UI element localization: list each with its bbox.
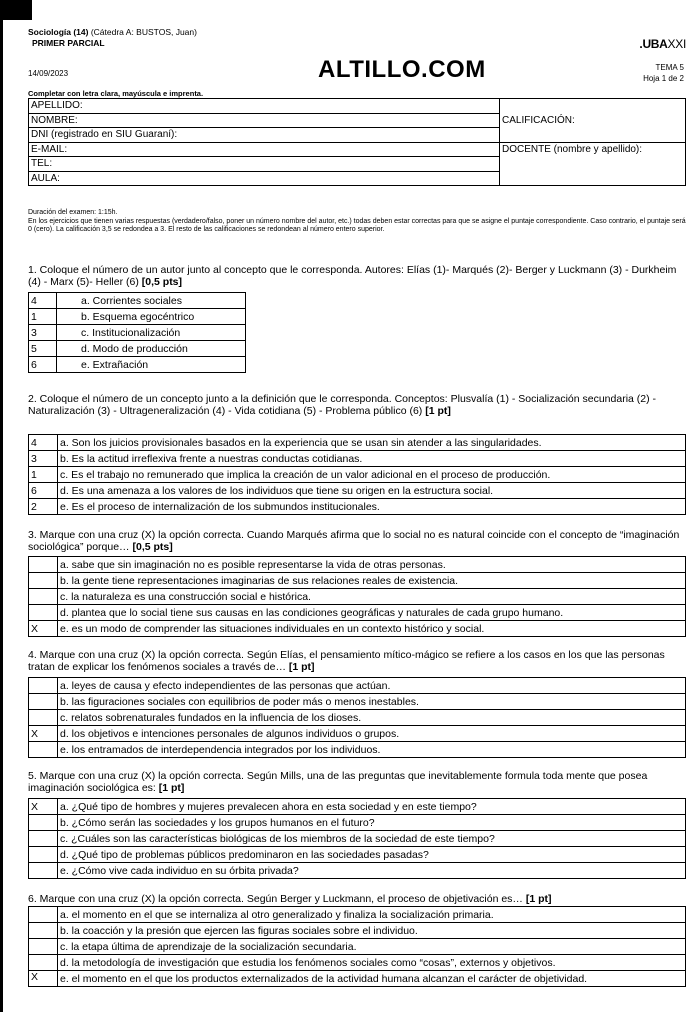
answer-row — [29, 907, 686, 923]
answer-mark[interactable] — [29, 710, 58, 726]
question-2 — [28, 393, 688, 417]
answer-table-2 — [28, 434, 686, 515]
question-3-text: 3. Marque con una cruz (X) la opción correcta. Cuando Marqués afirma que lo social no es natural coincide con el concepto de “imaginación sociológica” porque… — [28, 529, 680, 553]
answer-mark[interactable] — [29, 694, 58, 710]
answer-option: c. Es el trabajo no remunerado que implica la creación de un valor adicional en el proceso de producción. — [58, 467, 686, 483]
question-6 — [28, 893, 688, 905]
uba-logo-bold: .UBA — [639, 37, 668, 51]
answer-option: a. leyes de causa y efecto independientes de las personas que actúan. — [58, 678, 686, 694]
fill-instruction: Completar con letra clara, mayúscula e imprenta. — [28, 89, 204, 98]
answer-mark[interactable] — [29, 907, 58, 923]
uba-logo-light: XXI — [667, 37, 686, 51]
question-1-points: [0,5 pts] — [141, 276, 183, 288]
answer-row — [29, 799, 686, 815]
question-1-answers — [28, 292, 246, 373]
page-count: Hoja 1 de 2 — [643, 74, 684, 83]
answer-option: e. los entramados de interdependencia integrados por los individuos. — [58, 742, 686, 758]
answer-mark[interactable]: 3 — [29, 451, 58, 467]
left-edge-bar — [0, 20, 3, 1012]
answer-row — [29, 694, 686, 710]
answer-option: e. es un modo de comprender las situaciones individuales en un contexto histórico y social. — [58, 621, 686, 637]
answer-option: e. el momento en el que los productos externalizados de la actividad humana alcanzan el carácter de objetividad. — [58, 971, 686, 987]
tema-label: TEMA 5 — [655, 63, 684, 72]
id-row-tel[interactable]: TEL: — [29, 157, 500, 172]
answer-row — [29, 483, 686, 499]
answer-option: b. Esquema egocéntrico — [57, 309, 246, 325]
question-2-text: 2. Coloque el número de un concepto junto a la definición que le corresponda. Conceptos: Plusvalía (1) - Socialización secundaria (2) - Naturalización (3) - Ultrageneralización (4) - Vida cotidiana (5) - Problema público (6) — [28, 393, 657, 417]
answer-mark[interactable]: 4 — [29, 435, 58, 451]
answer-mark[interactable] — [29, 955, 58, 971]
answer-row — [29, 451, 686, 467]
answer-row — [29, 435, 686, 451]
answer-option: a. ¿Qué tipo de hombres y mujeres prevalecen ahora en esta sociedad y en este tiempo? — [58, 799, 686, 815]
answer-option: d. plantea que lo social tiene sus causas en las condiciones geográficas y naturales de cada grupo humano. — [58, 605, 686, 621]
student-id-table — [28, 98, 686, 186]
question-3 — [28, 529, 688, 553]
answer-mark[interactable]: 5 — [29, 341, 57, 357]
answer-row — [29, 742, 686, 758]
answer-row — [29, 678, 686, 694]
answer-option: a. Son los juicios provisionales basados en la experiencia que se usan sin atender a las singularidades. — [58, 435, 686, 451]
answer-mark[interactable] — [29, 939, 58, 955]
question-6-text: 6. Marque con una cruz (X) la opción correcta. Según Berger y Luckmann, el proceso de objetivación es… — [28, 893, 526, 905]
answer-table-5 — [28, 798, 686, 879]
answer-row — [29, 923, 686, 939]
answer-mark[interactable]: X — [29, 726, 58, 742]
course-line — [28, 27, 197, 37]
id-row-dni[interactable]: DNI (registrado en SIU Guaraní): — [29, 128, 500, 143]
answer-mark[interactable] — [29, 847, 58, 863]
answer-mark[interactable]: 6 — [29, 483, 58, 499]
answer-row — [29, 939, 686, 955]
answer-option: a. el momento en el que se internaliza al otro generalizado y finaliza la socialización primaria. — [58, 907, 686, 923]
answer-mark[interactable]: 1 — [29, 467, 58, 483]
answer-mark[interactable]: X — [29, 621, 58, 637]
exam-duration: Duración del examen: 1:15h. — [28, 209, 118, 216]
answer-option: d. los objetivos e intenciones personales de algunos individuos o grupos. — [58, 726, 686, 742]
question-4 — [28, 649, 688, 673]
answer-option: e. Extrañación — [57, 357, 246, 373]
answer-mark[interactable] — [29, 573, 58, 589]
black-corner-tab — [0, 0, 32, 20]
answer-option: c. Institucionalización — [57, 325, 246, 341]
id-row-nombre[interactable]: NOMBRE: — [29, 113, 500, 128]
question-5 — [28, 770, 688, 794]
answer-mark[interactable] — [29, 742, 58, 758]
answer-option: c. la naturaleza es una construcción social e histórica. — [58, 589, 686, 605]
docente-cell[interactable]: DOCENTE (nombre y apellido): — [500, 142, 686, 186]
question-3-points: [0,5 pts] — [132, 541, 173, 553]
answer-row — [29, 309, 246, 325]
answer-row — [29, 499, 686, 515]
answer-option: d. Modo de producción — [57, 341, 246, 357]
answer-row — [29, 605, 686, 621]
calificacion-cell[interactable]: CALIFICACIÓN: — [500, 99, 686, 143]
answer-row — [29, 863, 686, 879]
uba-logo — [639, 37, 686, 51]
question-3-answers — [28, 556, 686, 637]
answer-table-6 — [28, 906, 686, 987]
grading-rules: En los ejercicios que tienen varias respuestas (verdadero/falso, poner un número nombre del autor, etc.) todas deben estar correctas para que se asigne el puntaje correspondiente. Caso contrario, el puntaje será 0 (cero). La calificación 3,5 se redondea a 3. El resto de las calificaciones se redondean al número entero superior. — [28, 217, 686, 233]
answer-row — [29, 293, 246, 309]
answer-row — [29, 726, 686, 742]
answer-option: e. Es el proceso de internalización de los submundos institucionales. — [58, 499, 686, 515]
answer-option: b. ¿Cómo serán las sociedades y los grupos humanos en el futuro? — [58, 815, 686, 831]
answer-row — [29, 831, 686, 847]
question-1-text: 1. Coloque el número de un autor junto al concepto que le corresponda. Autores: Elías (1)- Marqués (2)- Berger y Luckmann (3) - Durkheim (4) - Marx (5)- Heller (6) — [28, 264, 677, 288]
answer-option: e. ¿Cómo vive cada individuo en su órbita privada? — [58, 863, 686, 879]
answer-row — [29, 971, 686, 987]
id-row-apellido[interactable]: APELLIDO: — [29, 99, 500, 114]
answer-mark[interactable] — [29, 557, 58, 573]
answer-option: c. la etapa última de aprendizaje de la socialización secundaria. — [58, 939, 686, 955]
question-2-points: [1 pt] — [425, 405, 451, 417]
exam-rules — [28, 209, 688, 235]
answer-row — [29, 710, 686, 726]
question-1 — [28, 264, 688, 288]
answer-mark[interactable] — [29, 863, 58, 879]
answer-row — [29, 621, 686, 637]
answer-row — [29, 325, 246, 341]
question-6-answers — [28, 906, 686, 987]
answer-row — [29, 573, 686, 589]
answer-mark[interactable]: X — [29, 799, 58, 815]
question-4-answers — [28, 677, 686, 758]
answer-option: b. la coacción y la presión que ejercen las figuras sociales sobre el individuo. — [58, 923, 686, 939]
answer-row — [29, 589, 686, 605]
answer-mark[interactable]: 4 — [29, 293, 57, 309]
answer-mark[interactable]: X — [29, 971, 58, 987]
question-2-answers — [28, 434, 686, 515]
answer-row — [29, 815, 686, 831]
answer-table-3 — [28, 556, 686, 637]
answer-mark[interactable] — [29, 815, 58, 831]
answer-option: c. ¿Cuáles son las características biológicas de los miembros de la sociedad de este tiempo? — [58, 831, 686, 847]
answer-row — [29, 357, 246, 373]
answer-option: b. la gente tiene representaciones imaginarias de sus relaciones reales de existencia. — [58, 573, 686, 589]
exam-date: 14/09/2023 — [28, 69, 69, 78]
tema-block — [643, 62, 684, 84]
answer-option: c. relatos sobrenaturales fundados en la influencia de los dioses. — [58, 710, 686, 726]
answer-row — [29, 847, 686, 863]
answer-row — [29, 955, 686, 971]
question-5-points: [1 pt] — [158, 782, 185, 794]
answer-mark[interactable] — [29, 678, 58, 694]
question-4-points: [1 pt] — [288, 661, 315, 673]
question-5-text: 5. Marque con una cruz (X) la opción correcta. Según Mills, una de las preguntas que inevitablemente formula toda mente que posea imaginación sociológica es: — [28, 770, 648, 794]
id-row-email[interactable]: E-MAIL: — [29, 142, 500, 157]
answer-mark[interactable]: 6 — [29, 357, 57, 373]
question-6-points: [1 pt] — [525, 893, 552, 905]
question-4-text: 4. Marque con una cruz (X) la opción correcta. Según Elías, el pensamiento mítico-mágico se refiere a los casos en los que las personas tratan de explicar los fenómenos sociales a través de… — [28, 649, 665, 673]
answer-row — [29, 467, 686, 483]
answer-row — [29, 557, 686, 573]
answer-option: d. ¿Qué tipo de problemas públicos predominaron en las sociedades pasadas? — [58, 847, 686, 863]
answer-mark[interactable] — [29, 923, 58, 939]
answer-row — [29, 341, 246, 357]
site-watermark: ALTILLO.COM — [318, 56, 486, 83]
answer-table-1 — [28, 292, 246, 373]
answer-table-4 — [28, 677, 686, 758]
exam-type: PRIMER PARCIAL — [32, 38, 105, 48]
course-chair: (Cátedra A: BUSTOS, Juan) — [88, 27, 197, 37]
id-row-aula[interactable]: AULA: — [29, 171, 500, 186]
answer-option: d. Es una amenaza a los valores de los individuos que tiene su origen en la estructura social. — [58, 483, 686, 499]
answer-mark[interactable] — [29, 605, 58, 621]
answer-mark[interactable] — [29, 831, 58, 847]
question-5-answers — [28, 798, 686, 879]
answer-mark[interactable]: 3 — [29, 325, 57, 341]
answer-mark[interactable] — [29, 589, 58, 605]
answer-mark[interactable]: 2 — [29, 499, 58, 515]
answer-option: a. Corrientes sociales — [57, 293, 246, 309]
answer-option: a. sabe que sin imaginación no es posible representarse la vida de otras personas. — [58, 557, 686, 573]
answer-option: b. Es la actitud irreflexiva frente a nuestras conductas cotidianas. — [58, 451, 686, 467]
answer-option: d. la metodología de investigación que estudia los fenómenos sociales como “cosas”, externos y objetivos. — [58, 955, 686, 971]
answer-option: b. las figuraciones sociales con equilibrios de poder más o menos inestables. — [58, 694, 686, 710]
course-name: Sociología (14) — [28, 27, 89, 37]
answer-mark[interactable]: 1 — [29, 309, 57, 325]
